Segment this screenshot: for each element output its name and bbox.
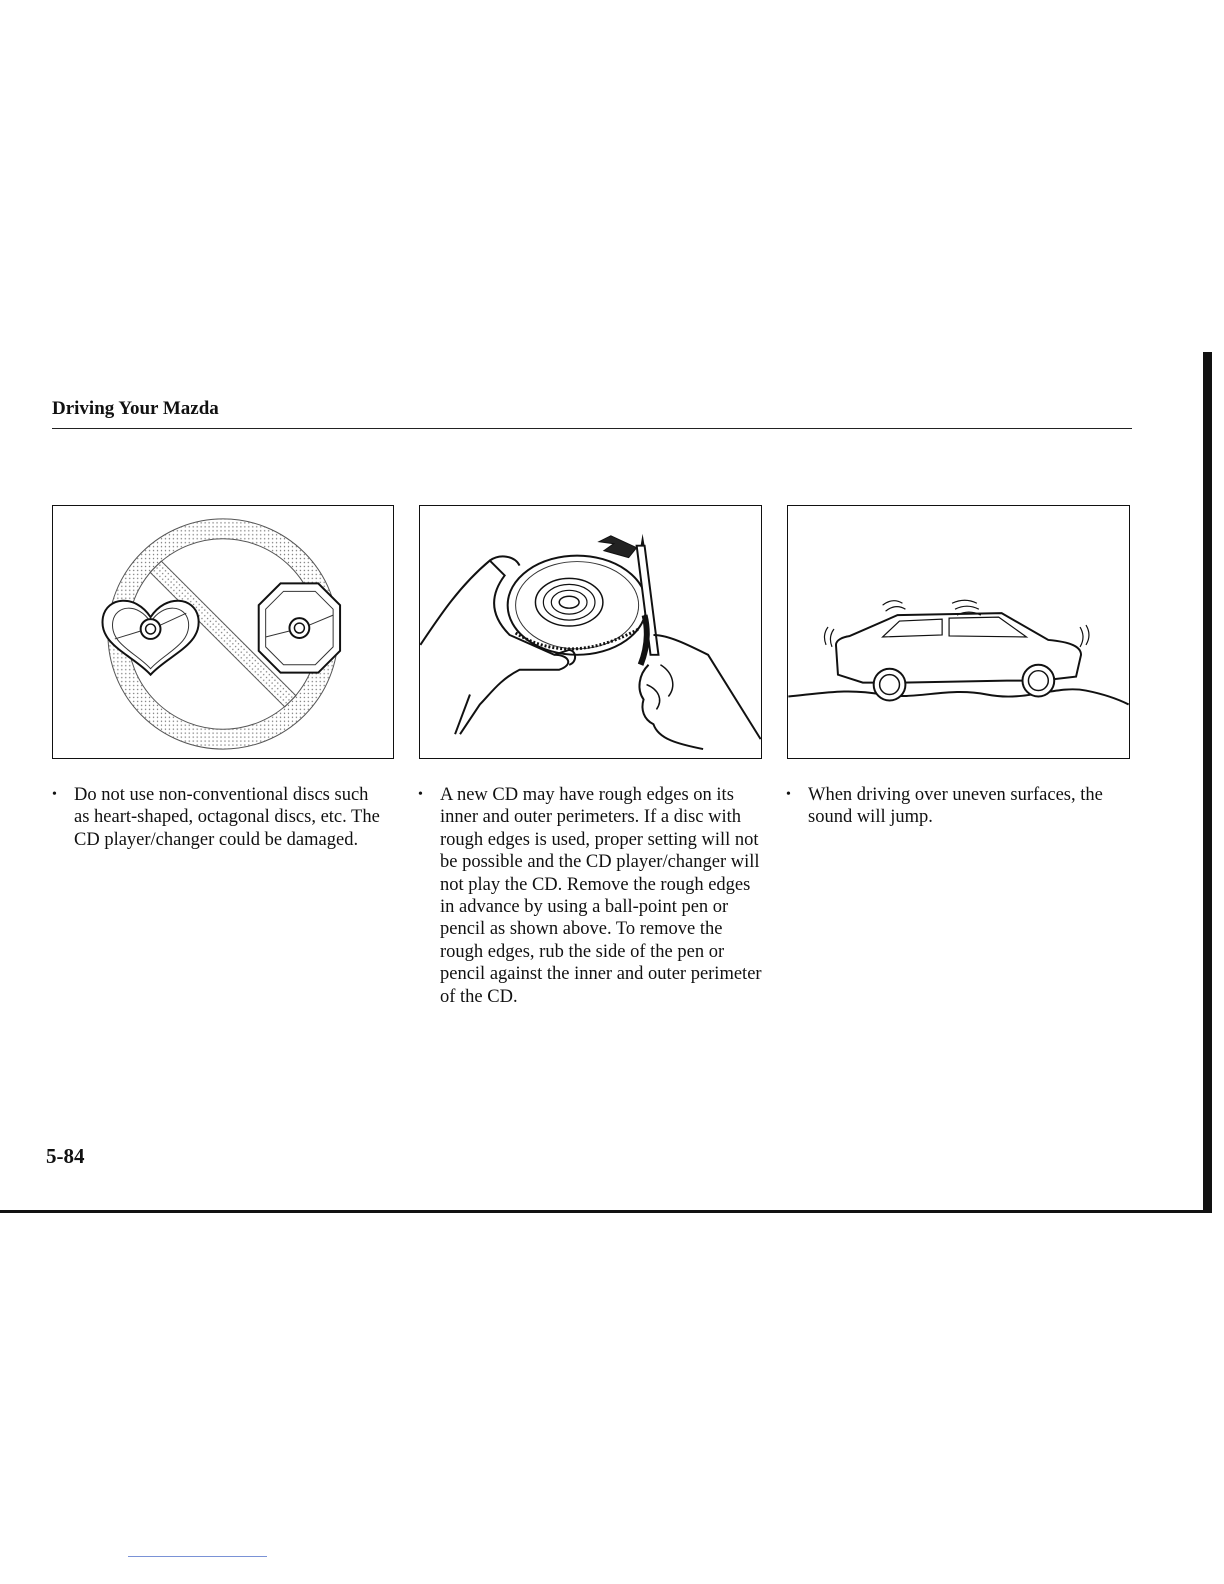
bullet-text: A new CD may have rough edges on its inner and outer perimeters. If a disc with rough edges is used, proper setting will not be possible and the CD player/changer will not play the CD. Remove the rough edges in advance by using a ball-point pen or pencil as shown above. To remove the rough edges, rub the side of the pen or pencil against the inner and outer perimeter of the CD.: [440, 785, 762, 1007]
section-title: Driving Your Mazda: [52, 398, 219, 419]
bullet-text: When driving over uneven surfaces, the sound will jump.: [808, 785, 1103, 828]
remove-rough-edges-with-pen-icon: [420, 506, 761, 758]
bullet-marker: •: [52, 787, 57, 802]
figure-uneven-road: [787, 505, 1130, 759]
header-divider: [52, 428, 1132, 429]
car-on-uneven-road-icon: [788, 506, 1129, 758]
page-number: 5-84: [46, 1144, 85, 1168]
page-edge-tab: [1203, 352, 1212, 1212]
bullet-item-rough-edges: [418, 784, 763, 1008]
bullet-item-uneven-surfaces: [786, 784, 1126, 829]
footer-divider: [0, 1210, 1212, 1213]
bullet-item-disc-shapes: [52, 784, 382, 851]
bullet-marker: •: [786, 787, 791, 802]
non-conventional-discs-prohibited-icon: [53, 506, 393, 758]
figure-non-conventional-discs: [52, 505, 394, 759]
bullet-marker: •: [418, 787, 423, 802]
figure-rough-edges: [419, 505, 762, 759]
bullet-text: Do not use non-conventional discs such as heart-shaped, octagonal discs, etc. The CD player/changer could be damaged.: [74, 785, 380, 850]
scan-artifact-line: [128, 1556, 267, 1557]
